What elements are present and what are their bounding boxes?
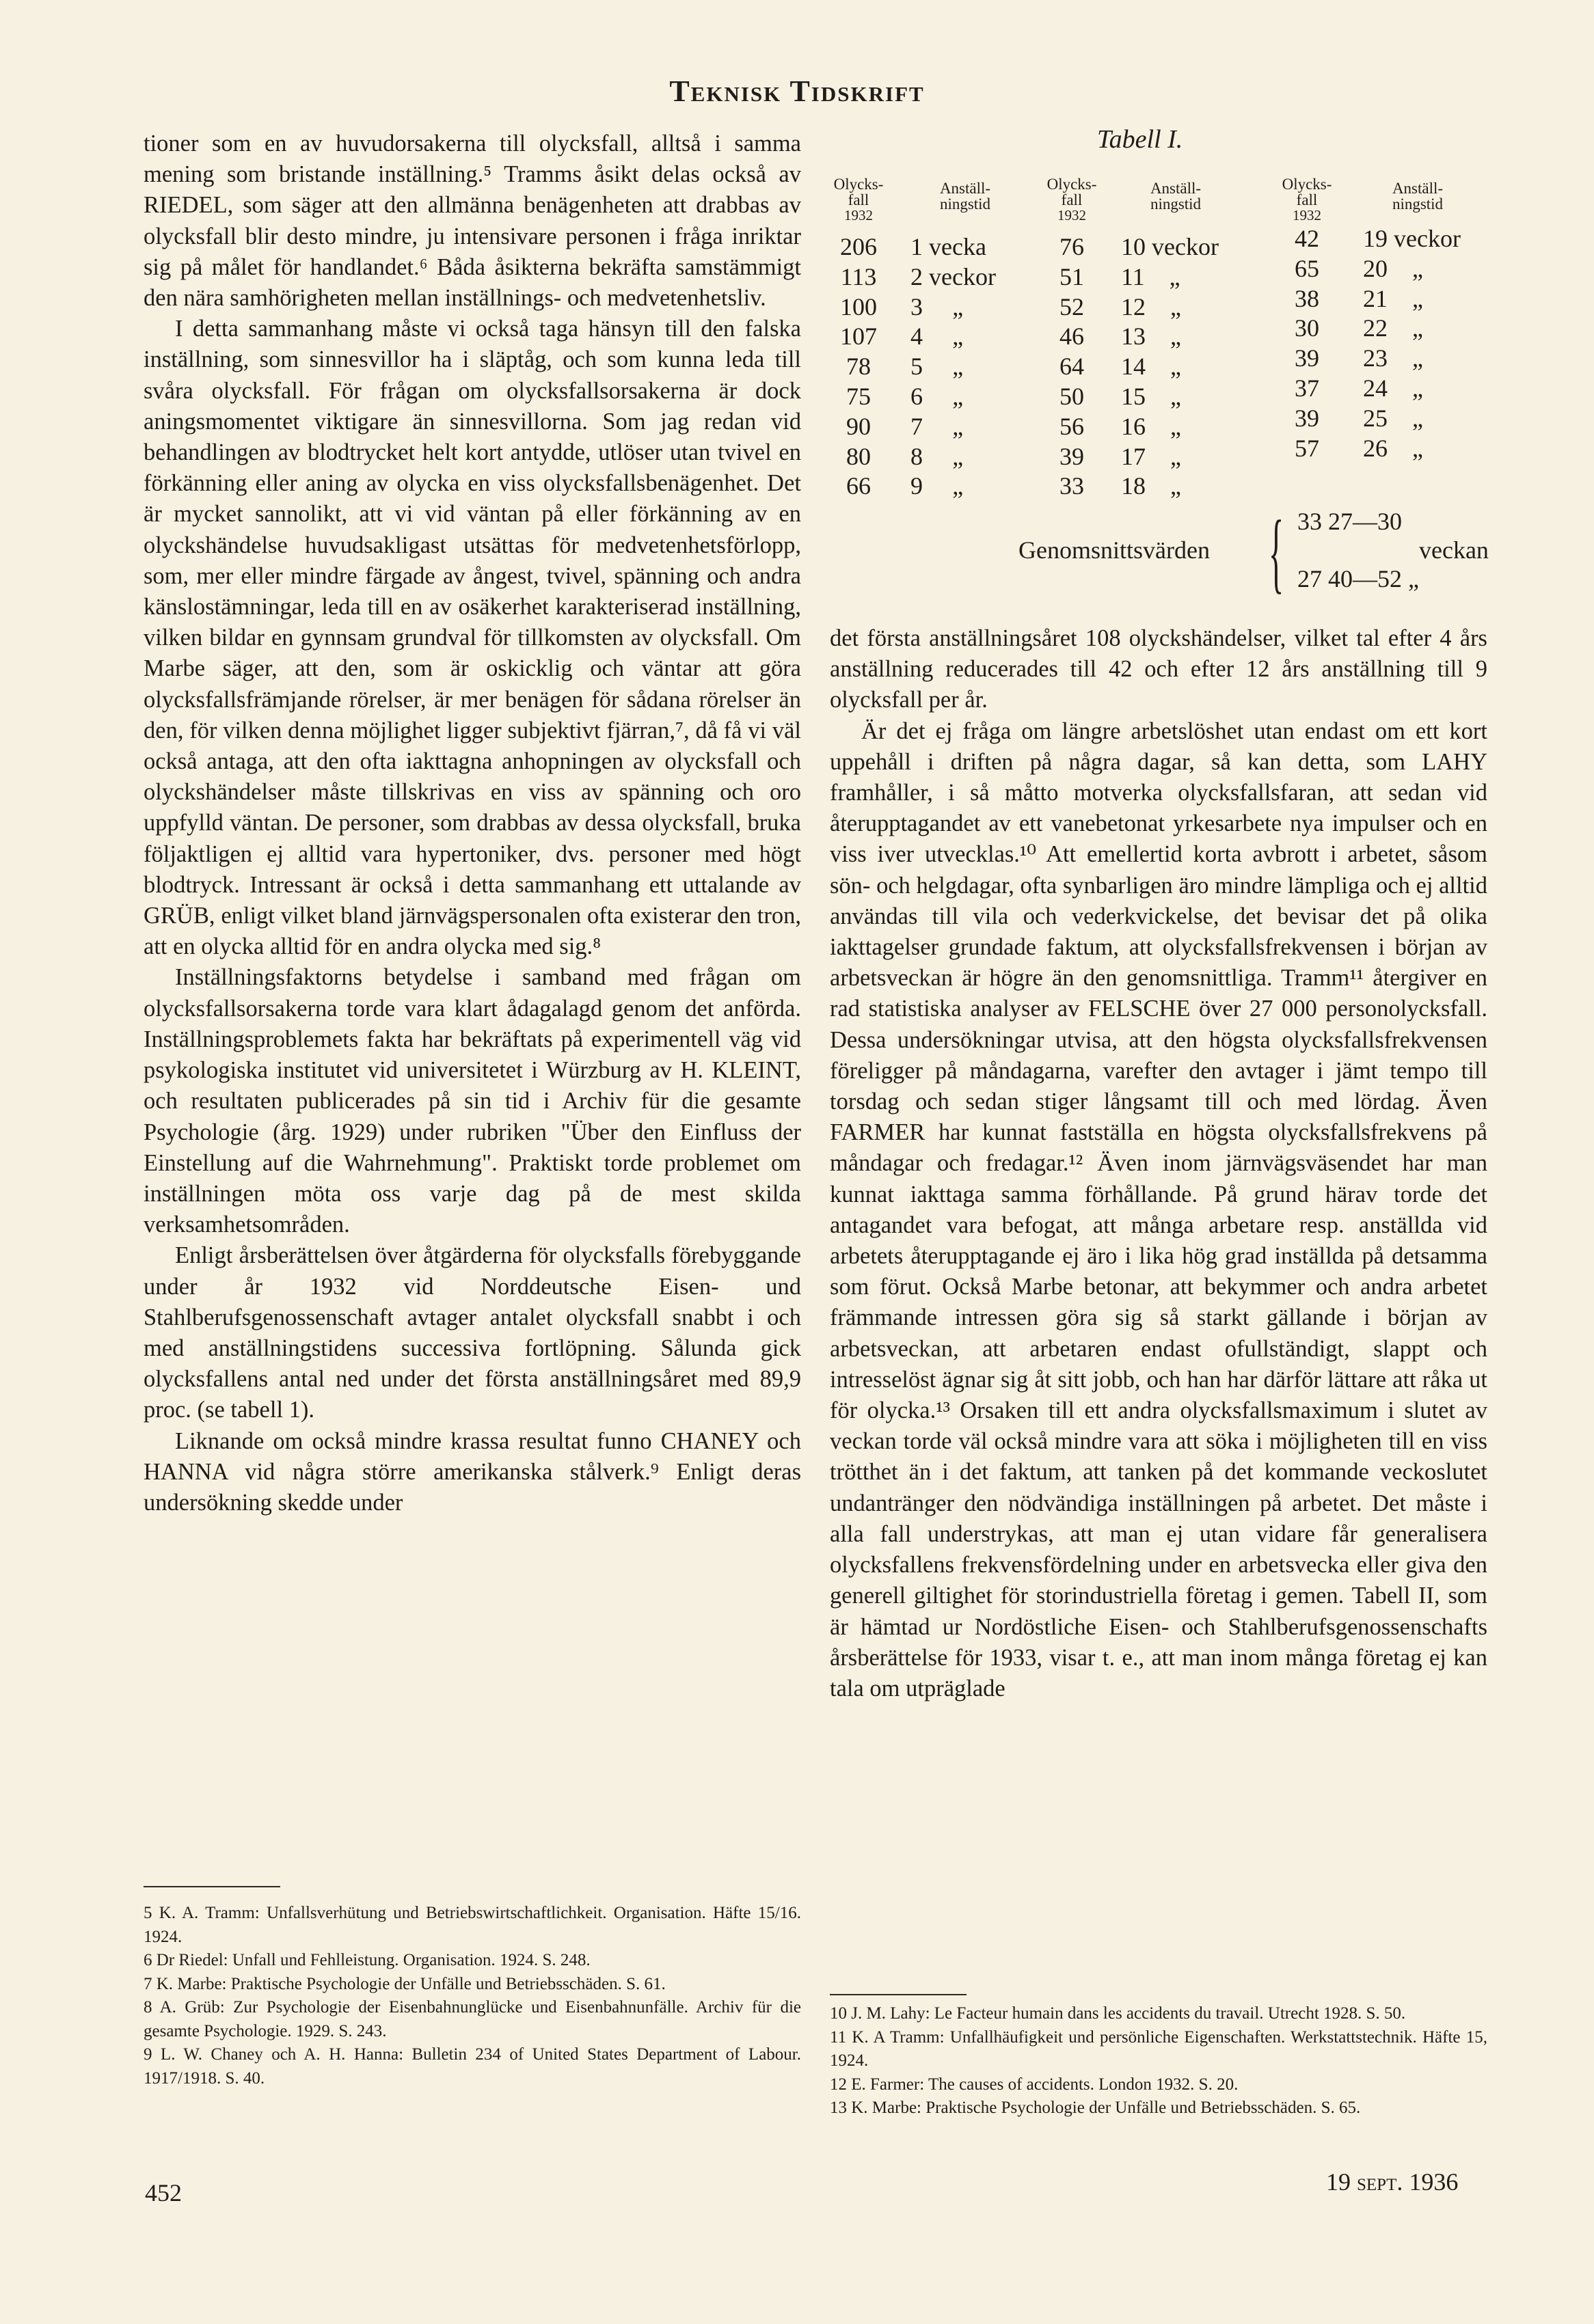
table-cell-accidents: 42 [1295, 225, 1319, 252]
right-column [830, 623, 1487, 1704]
table-cell-accidents: 51 [1059, 262, 1084, 290]
header-line: fall [848, 191, 869, 208]
table-cell-accidents: 50 [1059, 383, 1084, 410]
table-cell-accidents: 52 [1059, 292, 1084, 320]
table-cell-accidents: 39 [1295, 344, 1319, 372]
footnote: 8 A. Grüb: Zur Psychologie der Eisenbahnunglücke und Eisenbahnunfälle. Archiv für die gesamte Psychologie. 1929. S. 243. [144, 1998, 801, 2040]
table-cell-accidents: 107 [840, 323, 877, 351]
footnote: 5 K. A. Tramm: Unfallsverhütung und Betriebswirtschaftlichkeit. Organisation. Häfte 15/16. 1924. [144, 1904, 801, 1946]
header-line: 1932 [1057, 207, 1086, 223]
table-cell-accidents: 100 [840, 292, 877, 320]
paragraph: Inställningsfaktorns betydelse i samband med frågan om olycksfallsorsakerna torde vara klart ådagalagd genom det anförda. Inställningsproblemets fakta har bekräftats på experimentell väg vid psykologiska institutet vid universitetet i Würzburg av H. KLEINT, och resultaten publicerades på sin tid i Archiv für die gesamte Psychologie (årg. 1929) under rubriken "Über den Einfluss der Einstellung auf die Wahrnehmung". Praktiskt torde problemet om inställningen möta oss varje dag på de mest skilda verksamhetsområden. [144, 964, 801, 1238]
table-cell-accidents: 75 [846, 383, 871, 410]
header-line: ningstid [939, 195, 991, 213]
header-line: Olycks- [833, 176, 884, 193]
table-cell-employment: 26 „ [1363, 434, 1423, 462]
header-line: fall [1061, 191, 1083, 208]
paragraph: Är det ej fråga om längre arbetslöshet utan endast om ett kort uppehåll i driften på några dagar, så kan detta, som LAHY framhåller, i så måtto motverka olycksfallsfaran, att sedan vid återupptagandet av ett vanebetonat yrkesarbete nya impulser och en viss iver utvecklas.¹⁰ Att emellertid korta avbrott i arbetet, såsom sön- och helgdagar, ofta synbarligen äro mindre lämpliga och ej alltid användas till vila och vederkvickelse, det bevisar det på olika iakttagelser grundade faktum, att olycksfallsfrekvensen i början av arbetsveckan är högre än den genomsnittliga. Tramm¹¹ återgiver en rad statistiska analyser av FELSCHE över 27 000 personolycksfall. Dessa undersökningar utvisa, att den högsta olycksfallsfrekvensen föreligger på måndagarna, varefter den avtager i jämt tempo till torsdag och sedan stiger långsamt till och med lördag. Även FARMER har kunnat fastställa en högsta olycksfallsfrekvens på måndagar och fredagar.¹² Även inom järnvägsväsendet har man kunnat iakttaga samma förhållande. På grund härav torde det antagandet vara befogat, att många arbetare resp. anställda vid arbetets återupptagande ej äro i lika hög grad inställda på detsamma som förut. Också Marbe betonar, att bekymmer och andra arbetet främmande intressen göra sig så starkt gällande i början av arbetsveckan, att arbetaren endast ofullständigt, slappt och intresselöst ägnar sig åt sitt jobb, och han har därför lättare att råka ut för olycka.¹³ Orsaken till ett andra olycksfallsmaximum i slutet av veckan torde väl också mindre vara att söka i möjligheten till en viss trötthet än i det faktum, att tanken på det kommande veckoslutet undantränger den nödvändiga inställningen på arbetet. Det måste i alla fall understrykas, att man ej utan vidare får generalisera olycksfallens frekvensfördelning under en arbetsvecka eller giva den generell giltighet för storindustriella företag i gemen. Tabell II, som är hämtad ur Nordöstliche Eisen- och Stahlberufsgenossenschafts årsberättelse för 1933, visar t. e., att man inom många företag ej kan tala om utpräglade [830, 717, 1487, 1701]
table-cell-employment: 20 „ [1363, 254, 1423, 282]
header-line: Olycks- [1046, 176, 1097, 193]
header-line: Anställ- [939, 180, 991, 197]
table-cell-employment: 21 „ [1363, 284, 1423, 312]
table-cell-accidents: 46 [1059, 323, 1084, 351]
table-cell-accidents: 206 [840, 233, 877, 260]
paragraph: I detta sammanhang måste vi också taga hänsyn till den falska inställning, som sinnesvillor ha i släptåg, och som kunna leda till svåra olycksfall. För frågan om olycksfallsorsakerna är dock aningsmomentet viktigare än sinnesvillorna. Som jag redan vid behandlingen av blodtrycket helt kort antydde, utlöser utan tvivel en förkänning eller aning av olycka en viss olycksfallsbenägenhet. Det är mycket sannolikt, att vi vid väntan på eller förkänning av en olyckshändelse huvudsakligast utsättas för medvetenhetsförlopp, som, mer eller mindre färgade av ångest, tvivel, spänning och andra känslostämningar, leda till en av osäkerhet karakteriserad inställning, vilken bildar en gynnsam grundval för tillkomsten av olycksfall. Om Marbe säger, att den, som är oskicklig och väntar att göra olycksfallsfrämjande rörelser, är mer benägen för sådana rörelser än den, för vilken denna möjlighet ligger subjektivt fjärran,⁷, då få vi väl också antaga, att den ofta iakttagna anhopningen av olycksfall och olyckshändelser måste tillskrivas en viss av spänning och oro uppfylld väntan. De personer, som drabbas av dessa olycksfall, bruka följaktligen ej alltid vara hypertoniker, dvs. personer med högt blodtryck. Intressant är också i detta sammanhang ett uttalande av GRÜB, enligt vilket bland järnvägspersonalen ofta existerar den tron, att en olycka alltid för en andra olycka med sig.⁸ [144, 316, 801, 960]
table-cell-employment: 10 veckor [1121, 233, 1219, 260]
table-cell-employment: 22 „ [1363, 314, 1423, 342]
table-header-accidents [830, 176, 887, 223]
left-footnotes [144, 1895, 801, 2090]
paragraph: det första anställningsåret 108 olyckshändelser, vilket tal efter 4 års anställning reducerades till 42 och efter 12 års anställning till 9 olycksfall per år. [830, 625, 1487, 713]
average-unit: veckan [1419, 536, 1489, 564]
table-cell-employment: 17 „ [1121, 442, 1181, 470]
table-cell-accidents: 90 [846, 412, 871, 440]
paragraph: Liknande om också mindre krassa resultat funno CHANEY och HANNA vid några större amerikanska stålverk.⁹ Enligt deras undersökning skedde under [144, 1427, 801, 1516]
header-line: Anställ- [1150, 180, 1202, 197]
footnote: 9 L. W. Chaney och A. H. Hanna: Bulletin 234 of United States Department of Labour. 1917/1918. S. 40. [144, 2045, 801, 2088]
table-header-employment [1128, 180, 1224, 212]
header-line: 1932 [844, 207, 873, 223]
page-number: 452 [145, 2179, 182, 2206]
table-cell-accidents: 39 [1059, 442, 1084, 470]
page-date-month: sept. [1357, 2168, 1403, 2196]
table-cell-accidents: 80 [846, 442, 871, 470]
average-value-1: 33 27—30 [1297, 508, 1402, 535]
footnote-rule [830, 1994, 967, 1995]
footnote-rule [144, 1886, 280, 1887]
table-cell-employment: 1 vecka [910, 233, 986, 260]
table-cell-employment: 11 „ [1121, 262, 1180, 290]
footnote: 10 J. M. Lahy: Le Facteur humain dans les accidents du travail. Utrecht 1928. S. 50. [830, 2004, 1406, 2023]
table-cell-employment: 2 veckor [910, 262, 996, 290]
table-cell-accidents: 113 [840, 262, 877, 290]
table-cell-employment: 14 „ [1121, 353, 1181, 381]
table-header-accidents [1278, 176, 1336, 223]
footnote: 11 K. A Tramm: Unfallhäufigkeit und persönliche Eigenschaften. Werkstattstechnik. Häfte 15, 1924. [830, 2027, 1487, 2070]
header-line: ningstid [1392, 195, 1444, 213]
page-date [1326, 2168, 1458, 2196]
page-date-year: 1936 [1409, 2168, 1459, 2196]
table-cell-employment: 18 „ [1121, 472, 1181, 500]
table-cell-employment: 4 „ [910, 323, 964, 351]
table-cell-employment: 3 „ [910, 292, 964, 320]
average-value-2: 27 40—52 „ [1297, 565, 1419, 592]
table-cell-accidents: 33 [1059, 472, 1084, 500]
table-cell-employment: 12 „ [1121, 292, 1181, 320]
table-cell-employment: 16 „ [1121, 412, 1181, 440]
header-line: Olycks- [1282, 176, 1332, 193]
masthead: Teknisk Tidskrift [669, 74, 925, 108]
table-cell-accidents: 65 [1295, 254, 1319, 282]
table-cell-accidents: 38 [1295, 284, 1319, 312]
page-date-day: 19 [1326, 2168, 1351, 2196]
header-line: 1932 [1293, 207, 1321, 223]
table-cell-employment: 23 „ [1363, 344, 1423, 372]
right-footnotes [830, 2002, 1487, 2120]
table-cell-employment: 8 „ [910, 442, 964, 470]
footnote: 6 Dr Riedel: Unfall und Fehlleistung. Organisation. 1924. S. 248. [144, 1951, 591, 1969]
table-title: Tabell I. [1097, 125, 1183, 154]
table-cell-accidents: 57 [1295, 434, 1319, 462]
table-cell-employment: 9 „ [910, 472, 964, 500]
table-cell-accidents: 78 [846, 353, 871, 381]
table-cell-employment: 19 veckor [1363, 225, 1461, 252]
table-cell-accidents: 30 [1295, 314, 1319, 342]
table-header-accidents [1043, 176, 1100, 223]
table-cell-employment: 5 „ [910, 353, 964, 381]
table-cell-accidents: 39 [1295, 404, 1319, 432]
table-header-employment [917, 180, 1013, 212]
brace-icon: { [1269, 502, 1284, 602]
table-cell-accidents: 56 [1059, 412, 1084, 440]
table-cell-employment: 6 „ [910, 383, 964, 410]
table-cell-employment: 24 „ [1363, 374, 1423, 402]
left-column [144, 128, 801, 1518]
table-cell-employment: 15 „ [1121, 383, 1181, 410]
footnote: 13 K. Marbe: Praktische Psychologie der Unfälle und Betriebsschäden. S. 65. [830, 2099, 1361, 2117]
average-label: Genomsnittsvärden [1018, 536, 1210, 564]
header-line: fall [1296, 191, 1318, 208]
table-cell-employment: 25 „ [1363, 404, 1423, 432]
footnote: 7 K. Marbe: Praktische Psychologie der Unfälle und Betriebsschäden. S. 61. [144, 1974, 666, 1993]
footnote: 12 E. Farmer: The causes of accidents. London 1932. S. 20. [830, 2075, 1239, 2094]
table-cell-accidents: 76 [1059, 233, 1084, 260]
table-cell-employment: 7 „ [910, 412, 964, 440]
table-cell-accidents: 37 [1295, 374, 1319, 402]
table-header-employment [1370, 180, 1465, 212]
table-cell-accidents: 64 [1059, 353, 1084, 381]
header-line: ningstid [1150, 195, 1202, 213]
paragraph: Enligt årsberättelsen över åtgärderna för olycksfalls förebyggande under år 1932 vid Norddeutsche Eisen- und Stahlberufsgenossenschaft avtager antalet olycksfall snabbt i och med anställningstidens successiva fortlöpning. Sålunda gick olycksfallens antal ned under det första anställningsåret med 89,9 proc. (se tabell 1). [144, 1242, 801, 1423]
table-cell-employment: 13 „ [1121, 323, 1181, 351]
table-cell-accidents: 66 [846, 472, 871, 500]
header-line: Anställ- [1392, 180, 1444, 197]
paragraph: tioner som en av huvudorsakerna till olycksfall, alltså i samma mening som bristande inställning.⁵ Tramms åsikt delas också av RIEDEL, som säger att den allmänna benägenheten att drabbas av olycksfall blir desto mindre, ju intensivare personen i fråga inriktar sig på målet för handlandet.⁶ Båda åsikterna bekräfta samstämmigt den nära samhörigheten mellan inställnings- och medvetenhetsliv. [144, 131, 801, 312]
